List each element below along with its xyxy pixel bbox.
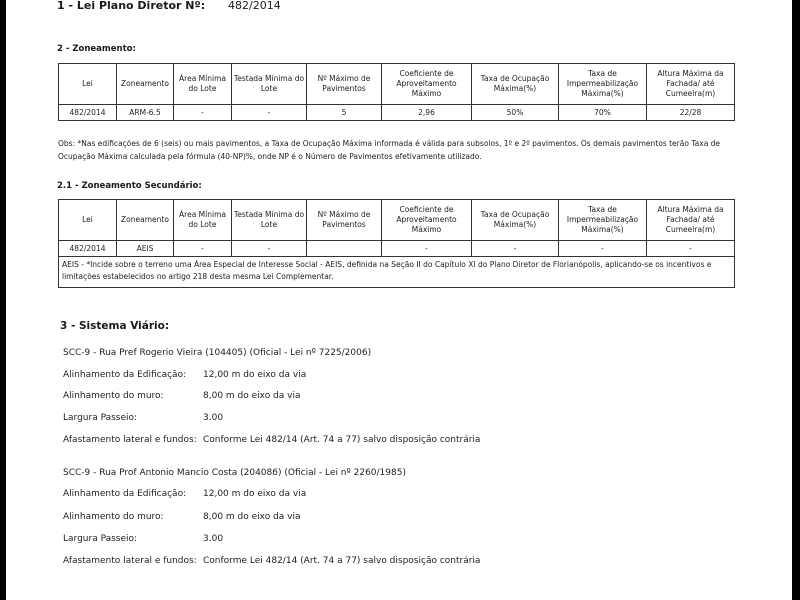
row-label: Alinhamento da Edificação:	[63, 489, 187, 499]
zoneamento-secundario-table	[58, 199, 735, 288]
col-header-testada-minima: Testada Mínima do Lote	[232, 64, 307, 105]
cell-coeficiente: 2,96	[382, 105, 472, 121]
row-label: Afastamento lateral e fundos:	[63, 556, 197, 566]
road-title: SCC-9 - Rua Prof Antonio Mancio Costa (204086) (Oficial - Lei nº 2260/1985)	[63, 468, 406, 478]
zoneamento-header-row	[59, 64, 735, 105]
cell-taxa-impermeabilizacao: 70%	[559, 105, 647, 121]
row-label: Alinhamento do muro:	[63, 512, 164, 522]
zoneamento-table	[58, 63, 735, 121]
cell-area-minima: -	[174, 105, 232, 121]
col-header-pavimentos: Nº Máximo de Pavimentos	[307, 64, 382, 105]
cell-coeficiente: -	[382, 241, 472, 257]
row-label: Afastamento lateral e fundos:	[63, 435, 197, 445]
col-header-taxa-ocupacao: Taxa de Ocupação Máxima(%)	[472, 64, 559, 105]
cell-zoneamento: AEIS	[117, 241, 174, 257]
col-header-lei: Lei	[59, 200, 117, 241]
col-header-lei: Lei	[59, 64, 117, 105]
cell-altura-maxima: -	[647, 241, 735, 257]
aeis-note-row	[59, 257, 735, 288]
cell-altura-maxima: 22/28	[647, 105, 735, 121]
col-header-taxa-ocupacao: Taxa de Ocupação Máxima(%)	[472, 200, 559, 241]
col-header-area-minima: Área Mínima do Lote	[174, 64, 232, 105]
col-header-pavimentos: Nº Máximo de Pavimentos	[307, 200, 382, 241]
zoneamento-secundario-heading: 2.1 - Zoneamento Secundário:	[57, 181, 202, 191]
col-header-area-minima: Área Mínima do Lote	[174, 200, 232, 241]
row-label: Alinhamento do muro:	[63, 391, 164, 401]
row-value: 8,00 m do eixo da via	[203, 391, 301, 401]
col-header-zoneamento: Zoneamento	[117, 64, 174, 105]
cell-pavimentos: 5	[307, 105, 382, 121]
cell-testada-minima: -	[232, 105, 307, 121]
row-value: 8,00 m do eixo da via	[203, 512, 301, 522]
zoneamento-heading: 2 - Zoneamento:	[57, 44, 136, 54]
cell-taxa-ocupacao: -	[472, 241, 559, 257]
table-row	[59, 241, 735, 257]
cell-pavimentos	[307, 241, 382, 257]
row-value: 12,00 m do eixo da via	[203, 489, 307, 499]
col-header-taxa-impermeabilizacao: Taxa de Impermeabilização Máxima(%)	[559, 200, 647, 241]
cell-zoneamento: ARM-6.5	[117, 105, 174, 121]
row-value: 3.00	[203, 534, 224, 544]
right-black-border	[792, 0, 800, 600]
plano-diretor-value: 482/2014	[228, 0, 281, 12]
aeis-note: AEIS - *Incide sobre o terreno uma Área Especial de Interesse Social - AEIS, definida na Seção II do Capítulo XI do Plano Diretor de Florianópolis, aplicando-se os incentivos e limitações estabelecidos no artigo 218 desta mesma Lei Complementar.	[59, 257, 735, 288]
row-value: Conforme Lei 482/14 (Art. 74 a 77) salvo disposição contrária	[203, 556, 481, 566]
col-header-taxa-impermeabilizacao: Taxa de Impermeabilização Máxima(%)	[559, 64, 647, 105]
plano-diretor-heading: 1 - Lei Plano Diretor Nº:	[57, 0, 206, 12]
col-header-coeficiente: Coeficiente de Aproveitamento Máximo	[382, 64, 472, 105]
row-label: Largura Passeio:	[63, 534, 138, 544]
row-label: Alinhamento da Edificação:	[63, 370, 187, 380]
cell-testada-minima: -	[232, 241, 307, 257]
col-header-altura-maxima: Altura Máxima da Fachada/ até Cumeeira(m)	[647, 64, 735, 105]
cell-area-minima: -	[174, 241, 232, 257]
cell-lei: 482/2014	[59, 105, 117, 121]
road-title: SCC-9 - Rua Pref Rogerio Vieira (104405) (Oficial - Lei nº 7225/2006)	[63, 348, 372, 358]
col-header-testada-minima: Testada Mínima do Lote	[232, 200, 307, 241]
col-header-altura-maxima: Altura Máxima da Fachada/ até Cumeeira(m)	[647, 200, 735, 241]
row-value: 12,00 m do eixo da via	[203, 370, 307, 380]
zoneamento-secundario-header-row	[59, 200, 735, 241]
row-value: 3.00	[203, 413, 224, 423]
observation-note: Obs: *Nas edificações de 6 (seis) ou mais pavimentos, a Taxa de Ocupação Máxima informada é válida para subsolos, 1º e 2º pavimentos. Os demais pavimentos terão Taxa de Ocupação Máxima calculada pela fórmula (40-NP)%, onde NP é o Número de Pavimentos efetivamente utilizado.	[58, 139, 721, 161]
col-header-zoneamento: Zoneamento	[117, 200, 174, 241]
left-black-border	[0, 0, 6, 600]
col-header-coeficiente: Coeficiente de Aproveitamento Máximo	[382, 200, 472, 241]
cell-lei: 482/2014	[59, 241, 117, 257]
cell-taxa-impermeabilizacao: -	[559, 241, 647, 257]
row-value: Conforme Lei 482/14 (Art. 74 a 77) salvo disposição contrária	[203, 435, 481, 445]
table-row	[59, 105, 735, 121]
sistema-viario-heading: 3 - Sistema Viário:	[60, 320, 170, 332]
row-label: Largura Passeio:	[63, 413, 138, 423]
cell-taxa-ocupacao: 50%	[472, 105, 559, 121]
